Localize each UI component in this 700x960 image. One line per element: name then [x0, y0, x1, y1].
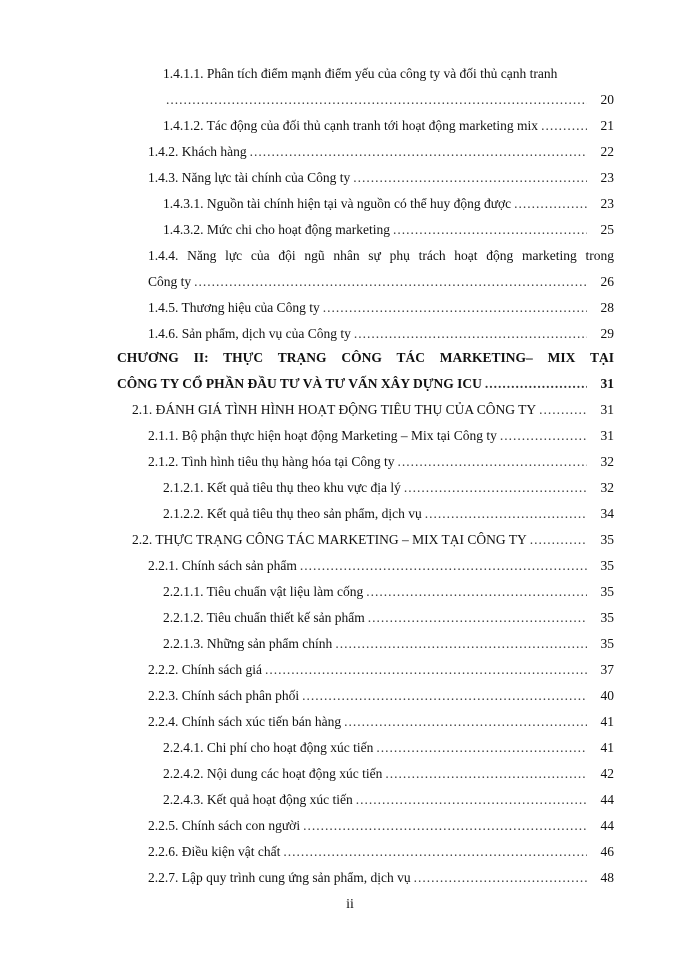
- dot-leader: [514, 196, 587, 212]
- toc-entry-2-2-4-3[interactable]: [163, 792, 614, 808]
- dot-leader: [303, 818, 587, 834]
- toc-entry-2-1[interactable]: [132, 402, 614, 418]
- dot-leader: [323, 300, 587, 316]
- toc-entry-label: 2.2.1. Chính sách sản phẩm: [148, 558, 297, 573]
- toc-entry-1-4-5[interactable]: [148, 300, 614, 316]
- toc-entry-label: 2.2.1.1. Tiêu chuẩn vật liệu làm cống: [163, 584, 364, 599]
- toc-entry-2-2-1-3[interactable]: [163, 636, 614, 652]
- toc-entry-label: 1.4.6. Sản phẩm, dịch vụ của Công ty: [148, 326, 351, 341]
- dot-leader: [366, 584, 587, 600]
- dot-leader: [353, 170, 587, 186]
- toc-page-number: 42: [600, 766, 614, 781]
- toc-entry-1-4-1-1-cont[interactable]: [163, 92, 614, 108]
- toc-entry-2-2-3[interactable]: [148, 688, 614, 704]
- toc-page-number: 31: [600, 402, 614, 417]
- toc-entry-label: 2.1.1. Bộ phận thực hiện hoạt động Marketing – Mix tại Công ty: [148, 428, 497, 443]
- toc-chapter-label-cont: CÔNG TY CỔ PHẦN ĐẦU TƯ VÀ TƯ VẤN XÂY DỰNG ICU: [117, 376, 482, 391]
- toc-entry-label: 1.4.5. Thương hiệu của Công ty: [148, 300, 320, 315]
- toc-entry-1-4-4[interactable]: [148, 248, 614, 264]
- toc-entry-label: 2.2.6. Điều kiện vật chất: [148, 844, 281, 859]
- toc-page-number: 20: [600, 92, 614, 107]
- dot-leader: [414, 870, 587, 886]
- toc-entry-1-4-6[interactable]: [148, 326, 614, 342]
- toc-page-number: 35: [600, 636, 614, 651]
- toc-chapter-label: CHƯƠNG II: THỰC TRẠNG CÔNG TÁC MARKETING– MIX TẠI: [117, 350, 614, 365]
- toc-page-number: 26: [600, 274, 614, 289]
- toc-entry-2-2-1-1[interactable]: [163, 584, 614, 600]
- dot-leader: [500, 428, 587, 444]
- toc-entry-2-2[interactable]: [132, 532, 614, 548]
- toc-entry-2-1-2-2[interactable]: [163, 506, 614, 522]
- dot-leader: [354, 326, 587, 342]
- dot-leader: [265, 662, 587, 678]
- toc-entry-label: 2.2.7. Lập quy trình cung ứng sản phẩm, dịch vụ: [148, 870, 411, 885]
- toc-page-number: 41: [600, 714, 614, 729]
- dot-leader: [300, 558, 587, 574]
- toc-entry-2-2-1-2[interactable]: [163, 610, 614, 626]
- toc-entry-label: 2.2.4.2. Nội dung các hoạt động xúc tiến: [163, 766, 383, 781]
- toc-entry-2-2-2[interactable]: [148, 662, 614, 678]
- toc-entry-label: 2.1.2. Tình hình tiêu thụ hàng hóa tại Công ty: [148, 454, 395, 469]
- toc-entry-label: 2.1.2.2. Kết quả tiêu thụ theo sản phẩm, dịch vụ: [163, 506, 422, 521]
- toc-entry-2-2-4-1[interactable]: [163, 740, 614, 756]
- toc-page-number: 37: [600, 662, 614, 677]
- toc-chapter-2-cont[interactable]: [117, 376, 614, 392]
- toc-entry-2-2-4[interactable]: [148, 714, 614, 730]
- dot-leader: [356, 792, 587, 808]
- toc-page-number: 48: [600, 870, 614, 885]
- toc-page-number: 23: [600, 196, 614, 211]
- dot-leader: [335, 636, 587, 652]
- dot-leader: [425, 506, 587, 522]
- toc-page-number: 22: [600, 144, 614, 159]
- toc-entry-2-1-1[interactable]: [148, 428, 614, 444]
- toc-entry-2-1-2[interactable]: [148, 454, 614, 470]
- dot-leader: [344, 714, 587, 730]
- toc-entry-label: 2.2.5. Chính sách con người: [148, 818, 301, 833]
- toc-entry-2-2-4-2[interactable]: [163, 766, 614, 782]
- dot-leader: [404, 480, 587, 496]
- toc-chapter-2[interactable]: [117, 350, 614, 366]
- dot-leader: [385, 766, 587, 782]
- toc-page-number: 46: [600, 844, 614, 859]
- dot-leader: [539, 402, 587, 418]
- toc-entry-label: 1.4.3. Năng lực tài chính của Công ty: [148, 170, 351, 185]
- toc-page-number: 44: [600, 792, 614, 807]
- toc-entry-1-4-2[interactable]: [148, 144, 614, 160]
- toc-entry-1-4-3-1[interactable]: [163, 196, 614, 212]
- toc-entry-1-4-4-cont[interactable]: [148, 274, 614, 290]
- dot-leader: [376, 740, 587, 756]
- toc-entry-label: 2.1. ĐÁNH GIÁ TÌNH HÌNH HOẠT ĐỘNG TIÊU THỤ CỦA CÔNG TY: [132, 402, 537, 417]
- toc-page-number: 23: [600, 170, 614, 185]
- toc-entry-label: 1.4.1.1. Phân tích điểm mạnh điểm yếu của công ty và đối thủ cạnh tranh: [163, 66, 558, 81]
- toc-page-number: 31: [600, 428, 614, 443]
- dot-leader: [368, 610, 587, 626]
- toc-page-number: 25: [600, 222, 614, 237]
- toc-entry-label: 1.4.4. Năng lực của đội ngũ nhân sự phụ trách hoạt động marketing trong: [148, 248, 614, 263]
- toc-page-number: 31: [600, 376, 614, 391]
- dot-leader: [530, 532, 587, 548]
- toc-page-number: 21: [600, 118, 614, 133]
- toc-entry-label: 2.2.4.3. Kết quả hoạt động xúc tiến: [163, 792, 353, 807]
- toc-entry-2-2-1[interactable]: [148, 558, 614, 574]
- toc-page-number: 28: [600, 300, 614, 315]
- toc-entry-label: 2.1.2.1. Kết quả tiêu thụ theo khu vực địa lý: [163, 480, 401, 495]
- toc-entry-label: 2.2.3. Chính sách phân phối: [148, 688, 300, 703]
- dot-leader: [166, 92, 587, 108]
- toc-entry-2-2-7[interactable]: [148, 870, 614, 886]
- dot-leader: [393, 222, 587, 238]
- toc-entry-label: 2.2. THỰC TRẠNG CÔNG TÁC MARKETING – MIX TẠI CÔNG TY: [132, 532, 527, 547]
- dot-leader: [250, 144, 587, 160]
- toc-entry-label: 1.4.2. Khách hàng: [148, 144, 247, 159]
- toc-entry-label: 2.2.1.3. Những sản phẩm chính: [163, 636, 333, 651]
- toc-entry-label: 2.2.4. Chính sách xúc tiến bán hàng: [148, 714, 342, 729]
- toc-entry-label: 2.2.1.2. Tiêu chuẩn thiết kế sản phẩm: [163, 610, 365, 625]
- toc-page-number: 35: [600, 558, 614, 573]
- toc-entry-label: 2.2.2. Chính sách giá: [148, 662, 262, 677]
- toc-page-number: 35: [600, 610, 614, 625]
- toc-page-number: 35: [600, 532, 614, 547]
- toc-page-number: 34: [600, 506, 614, 521]
- toc-page-number: 29: [600, 326, 614, 341]
- toc-page-number: 41: [600, 740, 614, 755]
- toc-entry-label: 1.4.1.2. Tác động của đối thủ cạnh tranh tới hoạt động marketing mix: [163, 118, 539, 133]
- toc-entry-1-4-1-1[interactable]: [163, 66, 614, 82]
- toc-page-number: 32: [600, 454, 614, 469]
- toc-entry-1-4-1-2[interactable]: [163, 118, 614, 134]
- toc-page-number: 44: [600, 818, 614, 833]
- toc-page-number: 40: [600, 688, 614, 703]
- toc-entry-label: 2.2.4.1. Chi phí cho hoạt động xúc tiến: [163, 740, 374, 755]
- toc-entry-label: 1.4.3.1. Nguồn tài chính hiện tại và nguồn có thể huy động được: [163, 196, 512, 211]
- dot-leader: [302, 688, 587, 704]
- toc-entry-1-4-3[interactable]: [148, 170, 614, 186]
- dot-leader: [485, 376, 587, 392]
- dot-leader: [397, 454, 587, 470]
- toc-entry-1-4-3-2[interactable]: [163, 222, 614, 238]
- dot-leader: [541, 118, 587, 134]
- toc-page-number: 35: [600, 584, 614, 599]
- toc-entry-label: 1.4.3.2. Mức chi cho hoạt động marketing: [163, 222, 391, 237]
- dot-leader: [194, 274, 587, 290]
- toc-page-number: 32: [600, 480, 614, 495]
- toc-entry-2-2-6[interactable]: [148, 844, 614, 860]
- toc-entry-2-1-2-1[interactable]: [163, 480, 614, 496]
- toc-entry-2-2-5[interactable]: [148, 818, 614, 834]
- toc-entry-label-cont: Công ty: [148, 274, 192, 289]
- page-number: ii: [346, 897, 354, 912]
- dot-leader: [283, 844, 587, 860]
